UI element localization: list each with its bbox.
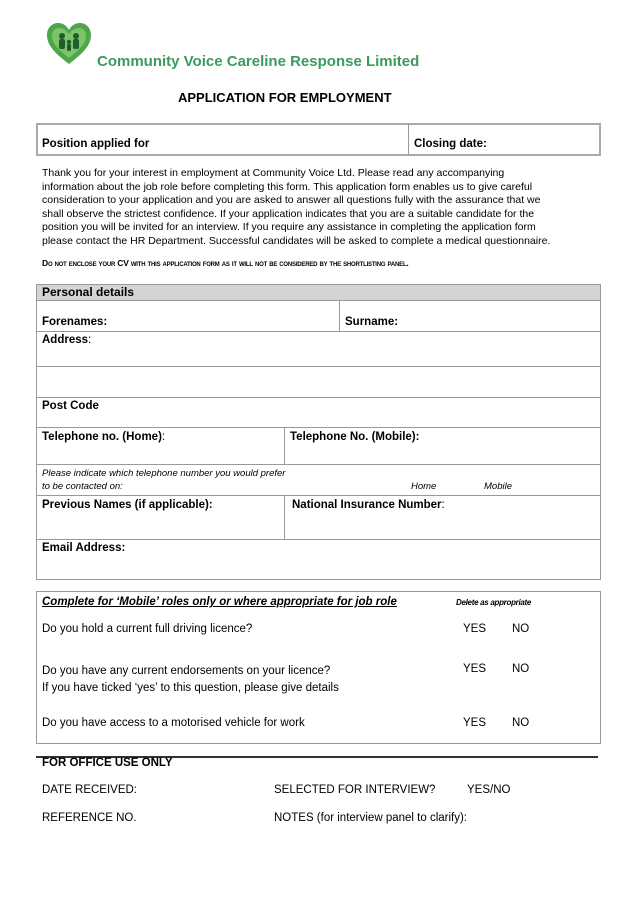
vehicle-access-yes[interactable]: YES [463,717,487,729]
company-logo [46,22,92,66]
postcode-field[interactable]: Post Code [42,400,99,412]
endorsements-yes[interactable]: YES [463,663,487,675]
intro-text: Thank you for your interest in employment at Community Voice Ltd. Please read any accompanying information about the job role before completing this form. This application form enables us to give careful consideration to your application and you are asked to answer all questions fully with the assurance that we shall observe the strictest confidence. If your application indicates that you are a suitable candidate for the position you will be invited for an interview. If you require any assistance in completing the application form please contact the HR Department. Successful candidates will be asked to complete a medical questionnaire. [42,167,551,247]
endorsements-question: Do you have any current endorsements on your licence? If you have ticked ‘yes’ to this question, please give details [42,665,339,694]
ni-number-field[interactable]: National Insurance Number: [292,499,445,511]
pref-home-option[interactable]: Home [411,481,437,492]
selected-interview-label: SELECTED FOR INTERVIEW? [274,784,436,796]
closing-date-field[interactable]: Closing date: [414,138,487,150]
address-field[interactable]: Address: [42,334,92,346]
cv-warning: Do not enclose your CV with this application form as it will not be considered by the shortlisting panel. [42,258,409,268]
personal-details-heading: Personal details [36,284,601,301]
telephone-mobile-field[interactable]: Telephone No. (Mobile): [290,431,420,443]
driving-licence-question: Do you hold a current full driving licence? [42,623,253,635]
vehicle-access-question: Do you have access to a motorised vehicle for work [42,717,305,729]
pref-mobile-option[interactable]: Mobile [484,481,512,492]
vehicle-access-no[interactable]: NO [512,717,530,729]
forenames-field[interactable]: Forenames: [42,316,108,328]
reference-no-label: REFERENCE NO. [42,812,137,824]
telephone-home-field[interactable]: Telephone no. (Home): [42,431,166,443]
selected-yes-no[interactable]: YES/NO [467,784,511,796]
office-use-heading: FOR OFFICE USE ONLY [42,757,173,769]
notes-label: NOTES (for interview panel to clarify): [274,812,468,824]
previous-names-field[interactable]: Previous Names (if applicable): [42,499,213,511]
position-applied-field[interactable]: Position applied for [42,138,150,150]
date-received-label: DATE RECEIVED: [42,784,137,796]
delete-as-appropriate-note: Delete as appropriate [456,598,532,607]
driving-licence-no[interactable]: NO [512,623,530,635]
email-field[interactable]: Email Address: [42,542,126,554]
mobile-roles-heading: Complete for ‘Mobile’ roles only or where appropriate for job role [42,596,397,608]
form-title: APPLICATION FOR EMPLOYMENT [178,90,392,105]
driving-licence-yes[interactable]: YES [463,623,487,635]
contact-preference-text: Please indicate which telephone number you would prefer to be contacted on: [42,468,286,492]
surname-field[interactable]: Surname: [345,316,399,328]
endorsements-no[interactable]: NO [512,663,530,675]
company-name: Community Voice Careline Response Limited [97,53,420,70]
